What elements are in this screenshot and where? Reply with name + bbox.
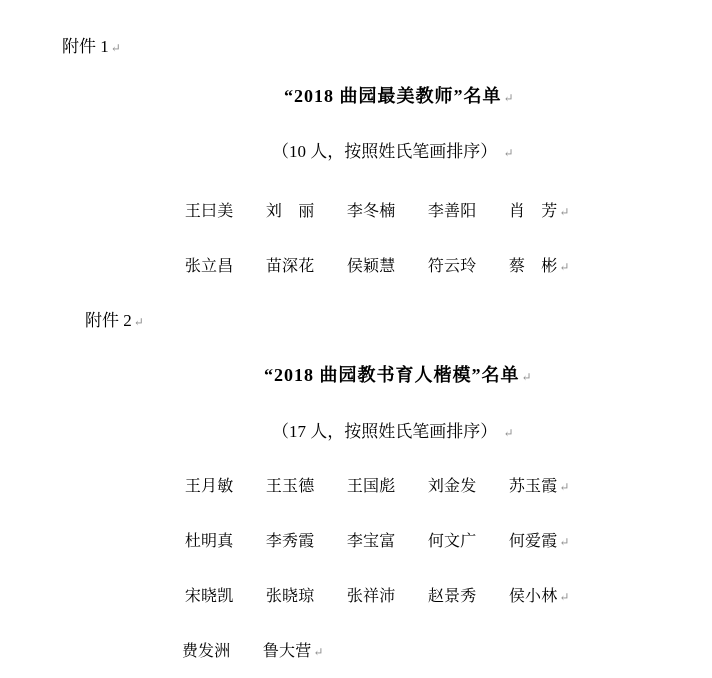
attachment2-name-row	[165, 623, 323, 678]
attachment1-title: “2018 曲园最美教师”名单	[284, 85, 502, 106]
attachment2-name-row	[168, 458, 569, 516]
name-row-text: 费发洲 鲁大营	[181, 643, 312, 661]
attachment1-label-line	[45, 17, 121, 78]
name-row-text: 杜明真 李秀霞 李宝富 何文广 何爱霞	[184, 533, 558, 551]
paragraph-return-icon: ↵	[503, 146, 514, 161]
name-row-text: 王曰美 刘 丽 李冬楠 李善阳 肖 芳	[184, 203, 558, 221]
attachment1-subtitle-line	[255, 122, 514, 183]
attachment1-label: 附件 1	[62, 37, 109, 57]
attachment2-name-row	[168, 568, 569, 626]
attachment2-title-line	[242, 343, 532, 408]
paragraph-return-icon: ↵	[110, 41, 121, 56]
name-row-text: 宋晓凯 张晓琼 张祥沛 赵景秀 侯小林	[184, 588, 558, 606]
name-row-text: 张立昌 苗深花 侯颖慧 符云玲 蔡 彬	[184, 258, 558, 276]
paragraph-return-icon: ↵	[559, 535, 570, 550]
attachment2-label-line	[68, 291, 144, 352]
attachment1-name-row	[168, 183, 569, 241]
paragraph-return-icon: ↵	[313, 645, 324, 660]
paragraph-return-icon: ↵	[559, 590, 570, 605]
attachment2-subtitle-line	[255, 402, 514, 463]
paragraph-return-icon: ↵	[503, 426, 514, 441]
paragraph-return-icon: ↵	[503, 90, 514, 105]
attachment2-title: “2018 曲园教书育人楷模”名单	[264, 364, 520, 385]
paragraph-return-icon: ↵	[521, 369, 532, 384]
attachment1-name-row	[168, 238, 569, 296]
paragraph-return-icon: ↵	[559, 260, 570, 275]
paragraph-return-icon: ↵	[559, 205, 570, 220]
attachment1-title-line	[262, 64, 514, 129]
paragraph-return-icon: ↵	[559, 480, 570, 495]
attachment1-subtitle: （10 人，按照姓氏笔画排序）	[272, 142, 498, 162]
attachment2-subtitle: （17 人，按照姓氏笔画排序）	[272, 422, 498, 442]
attachment2-label: 附件 2	[85, 311, 132, 331]
name-row-text: 王月敏 王玉德 王国彪 刘金发 苏玉霞	[184, 478, 558, 496]
attachment2-name-row	[168, 513, 569, 571]
paragraph-return-icon: ↵	[133, 315, 144, 330]
